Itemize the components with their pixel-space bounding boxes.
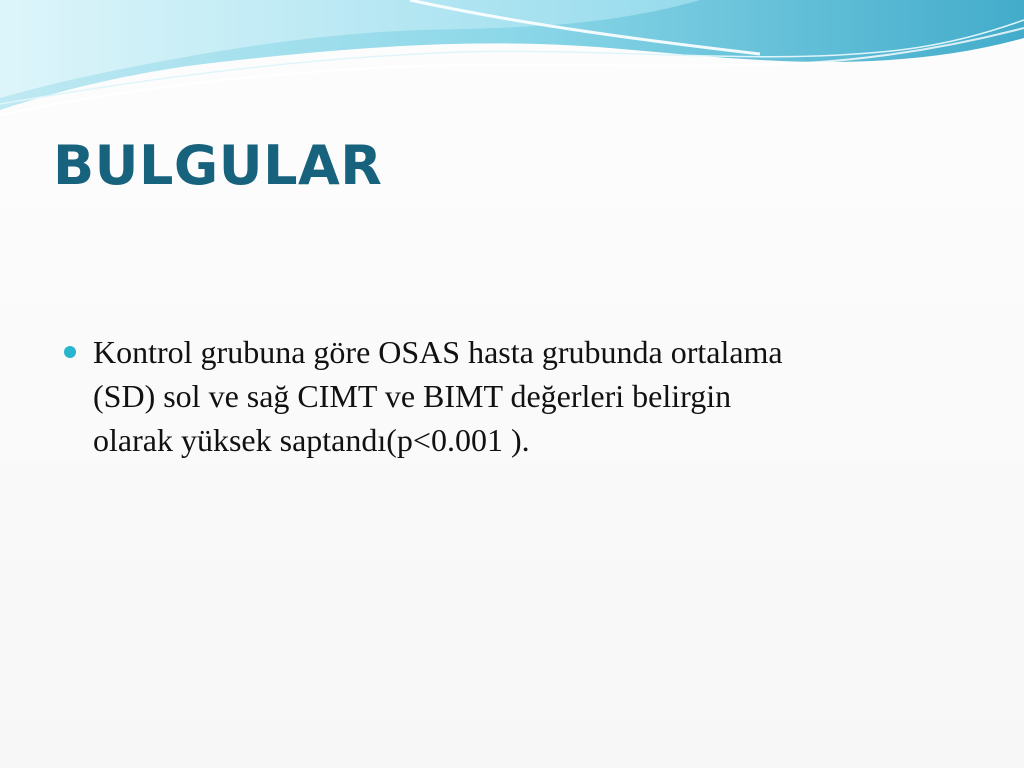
header-wave-decoration: [0, 0, 1024, 130]
bullet-item: [64, 330, 964, 462]
bullet-dot-icon: [64, 346, 76, 358]
bullet-text: Kontrol grubuna göre OSAS hasta grubunda ortalama (SD) sol ve sağ CIMT ve BIMT değerleri belirgin olarak yüksek saptandı(p<0.001 ).: [93, 334, 783, 458]
slide-content: [64, 330, 964, 462]
slide-title: BULGULAR: [53, 134, 383, 197]
